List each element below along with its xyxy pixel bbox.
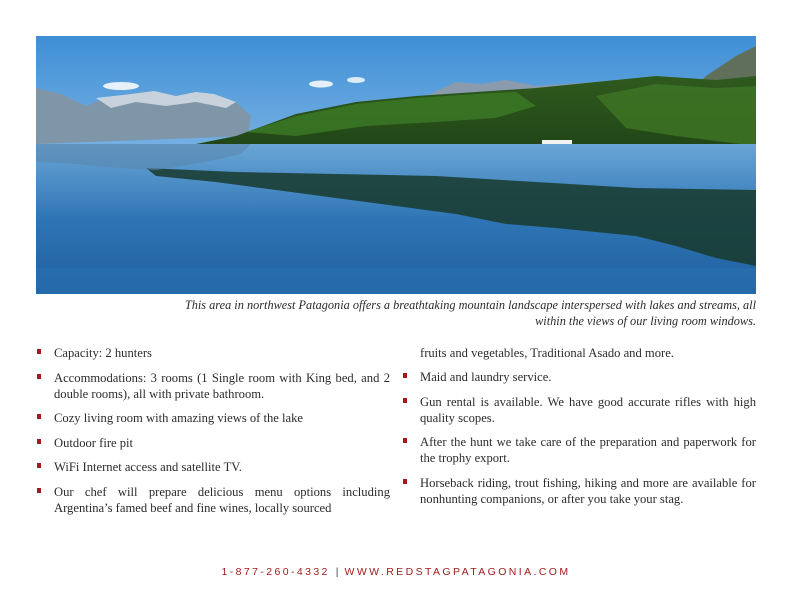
website-link[interactable]: WWW.REDSTAGPATAGONIA.COM xyxy=(344,566,571,578)
amenities-list-right xyxy=(402,369,756,507)
list-item xyxy=(402,369,756,385)
bullet-icon xyxy=(37,349,41,354)
list-item-text: Maid and laundry service. xyxy=(420,370,552,384)
list-item xyxy=(402,434,756,466)
list-item xyxy=(36,370,390,402)
bullet-icon xyxy=(37,439,41,444)
list-item-text: WiFi Internet access and satellite TV. xyxy=(54,460,242,474)
bullet-icon xyxy=(403,438,407,443)
bullet-icon xyxy=(403,398,407,403)
lake-landscape-photo xyxy=(36,36,756,294)
list-item-continuation: fruits and vegetables, Traditional Asado and more. xyxy=(420,346,674,360)
footer-contact xyxy=(0,566,792,578)
list-item xyxy=(36,410,390,426)
list-item-text: Our chef will prepare delicious menu options including Argentina’s famed beef and fine wines, locally sourced xyxy=(54,484,390,515)
bullet-icon xyxy=(37,488,41,493)
list-item xyxy=(36,459,390,475)
list-item-text: Accommodations: 3 rooms (1 Single room with King bed, and 2 double rooms), all with private bathroom. xyxy=(54,370,390,401)
bullet-icon xyxy=(37,414,41,419)
list-item-text: Outdoor fire pit xyxy=(54,435,134,450)
list-item-text: After the hunt we take care of the preparation and paperwork for the trophy export. xyxy=(420,435,756,465)
list-item xyxy=(402,475,756,507)
list-item xyxy=(36,484,390,516)
phone-number[interactable]: 1-877-260-4332 xyxy=(221,566,330,578)
bullet-icon xyxy=(37,463,41,468)
list-item xyxy=(36,345,390,361)
bullet-icon xyxy=(403,373,407,378)
list-item xyxy=(402,394,756,426)
photo-caption: This area in northwest Patagonia offers a breathtaking mountain landscape interspersed with lakes and streams, all within the views of our living room windows. xyxy=(184,298,756,328)
list-item xyxy=(36,435,390,451)
list-item-text: Cozy living room with amazing views of the lake xyxy=(54,411,304,425)
list-item-text: Horseback riding, trout fishing, hiking and more are available for nonhunting companions, or after you take your stag. xyxy=(420,475,756,506)
amenities-list-left xyxy=(36,345,390,516)
amenities-column-right xyxy=(402,345,756,515)
bullet-icon xyxy=(37,374,41,379)
bullet-icon xyxy=(403,479,407,484)
footer-separator: | xyxy=(335,566,339,578)
amenities-column-left xyxy=(36,345,390,524)
list-item-text: Gun rental is available. We have good accurate rifles with high quality scopes. xyxy=(420,394,756,425)
list-item-text: Capacity: 2 hunters xyxy=(54,346,152,360)
